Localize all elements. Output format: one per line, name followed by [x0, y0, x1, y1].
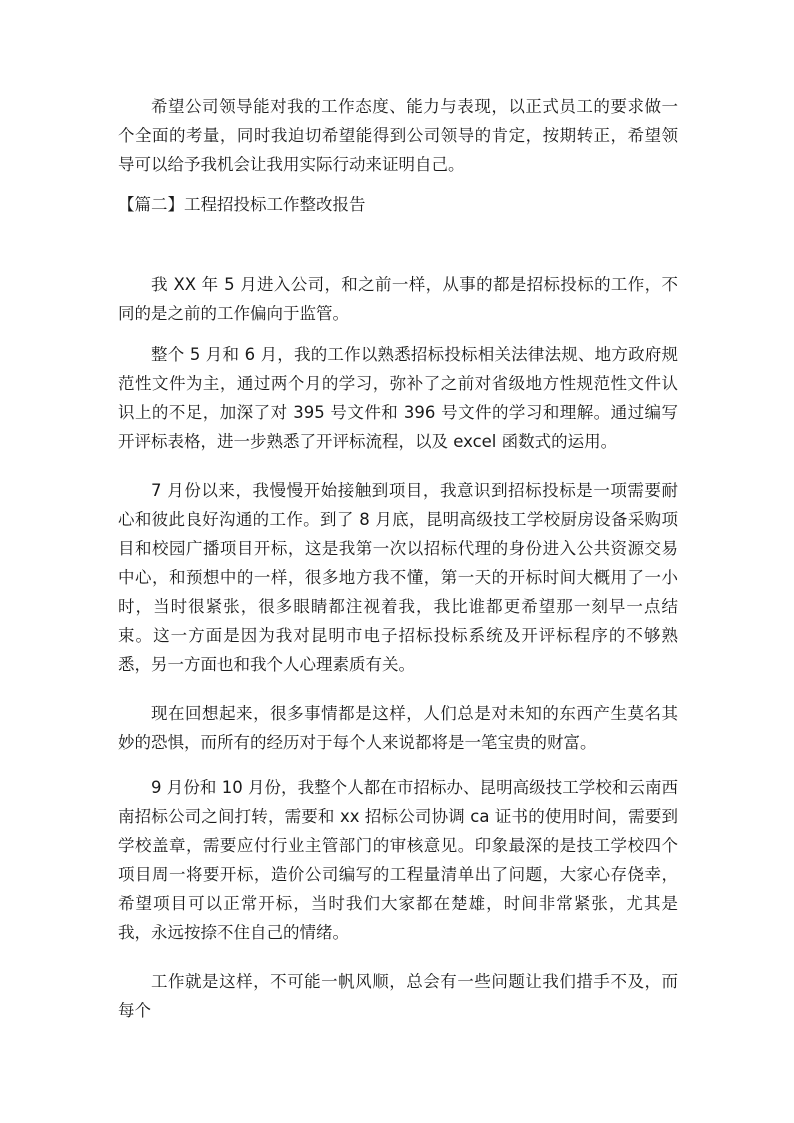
section-heading: 【篇二】工程招投标工作整改报告	[118, 195, 366, 214]
paragraph-4: 现在回想起来，很多事情都是这样，人们总是对未知的东西产生莫名其妙的恐惧，而所有的经历对于每个人来说都将是一笔宝贵的财富。	[118, 704, 678, 752]
paragraph-3: 7 月份以来，我慢慢开始接触到项目，我意识到招标投标是一项需要耐心和彼此良好沟通的工作。到了 8 月底，昆明高级技工学校厨房设备采购项目和校园广播项目开标，这是我第一次以招标代理的身份进入公共资源交易中心，和预想中的一样，很多地方我不懂，第一天的开标时间大概用了一小时，当时很紧张，很多眼睛都注视着我，我比谁都更希望那一刻早一点结束。这一方面是因为我对昆明市电子招标投标系统及开评标程序的不够熟悉，另一方面也和我个人心理素质有关。	[118, 481, 678, 674]
paragraph-6: 工作就是这样，不可能一帆风顺，总会有一些问题让我们措手不及，而每个	[118, 972, 678, 1020]
paragraph-1: 我 XX 年 5 月进入公司，和之前一样，从事的都是招标投标的工作，不同的是之前的工作偏向于监管。	[118, 275, 678, 323]
document-page	[118, 92, 678, 1025]
paragraph-2: 整个 5 月和 6 月，我的工作以熟悉招标投标相关法律法规、地方政府规范性文件为主，通过两个月的学习，弥补了之前对省级地方性规范性文件认识上的不足，加深了对 395 号文件和 396 号文件的学习和理解。通过编写开评标表格，进一步熟悉了开评标流程，以及 excel 函数式的运用。	[118, 345, 678, 451]
paragraph-5: 9 月份和 10 月份，我整个人都在市招标办、昆明高级技工学校和云南西南招标公司之间打转，需要和 xx 招标公司协调 ca 证书的使用时间，需要到学校盖章，需要应付行业主管部门的审核意见。印象最深的是技工学校四个项目周一将要开标，造价公司编写的工程量清单出了问题，大家心存侥幸，希望项目可以正常开标，当时我们大家都在楚雄，时间非常紧张，尤其是我，永远按捺不住自己的情绪。	[118, 778, 678, 942]
paragraph-intro: 希望公司领导能对我的工作态度、能力与表现，以正式员工的要求做一个全面的考量，同时我迫切希望能得到公司领导的肯定，按期转正，希望领导可以给予我机会让我用实际行动来证明自己。	[118, 97, 678, 174]
